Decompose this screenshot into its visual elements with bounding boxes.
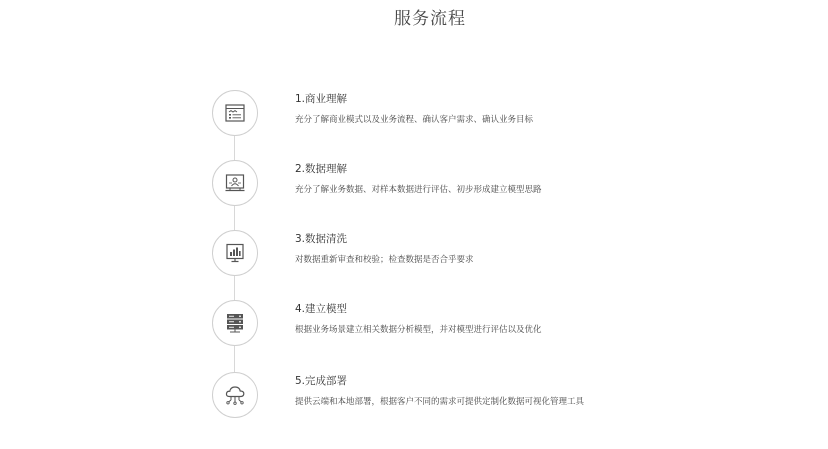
- server-stack-icon: [224, 312, 246, 334]
- process-step-data-understanding: [212, 160, 772, 206]
- step-icon-circle: [212, 230, 258, 276]
- step-description: 对数据重新审查和校验；检查数据是否合乎要求: [295, 255, 474, 265]
- process-step-business-understanding: [212, 90, 772, 136]
- step-description: 根据业务场景建立相关数据分析模型，并对模型进行评估以及优化: [295, 325, 542, 335]
- step-description: 充分了解业务数据、对样本数据进行评估、初步形成建立模型思路: [295, 185, 542, 195]
- data-presentation-icon: [224, 172, 246, 194]
- step-icon-circle: [212, 300, 258, 346]
- step-description: 充分了解商业模式以及业务流程、确认客户需求、确认业务目标: [295, 115, 534, 125]
- page-title: 服务流程: [394, 9, 466, 29]
- step-icon-circle: [212, 372, 258, 418]
- step-title: 2.数据理解: [295, 163, 348, 175]
- process-step-deployment: [212, 372, 772, 418]
- step-icon-circle: [212, 90, 258, 136]
- process-step-data-cleaning: [212, 230, 772, 276]
- cloud-network-icon: [224, 384, 246, 406]
- process-step-build-model: [212, 300, 772, 346]
- step-title: 1.商业理解: [295, 93, 348, 105]
- step-title: 3.数据清洗: [295, 233, 348, 245]
- step-description: 提供云端和本地部署，根据客户不同的需求可提供定制化数据可视化管理工具: [295, 397, 585, 407]
- step-title: 5.完成部署: [295, 375, 348, 387]
- step-icon-circle: [212, 160, 258, 206]
- bar-chart-monitor-icon: [224, 242, 246, 264]
- business-document-icon: [224, 102, 246, 124]
- step-title: 4.建立模型: [295, 303, 348, 315]
